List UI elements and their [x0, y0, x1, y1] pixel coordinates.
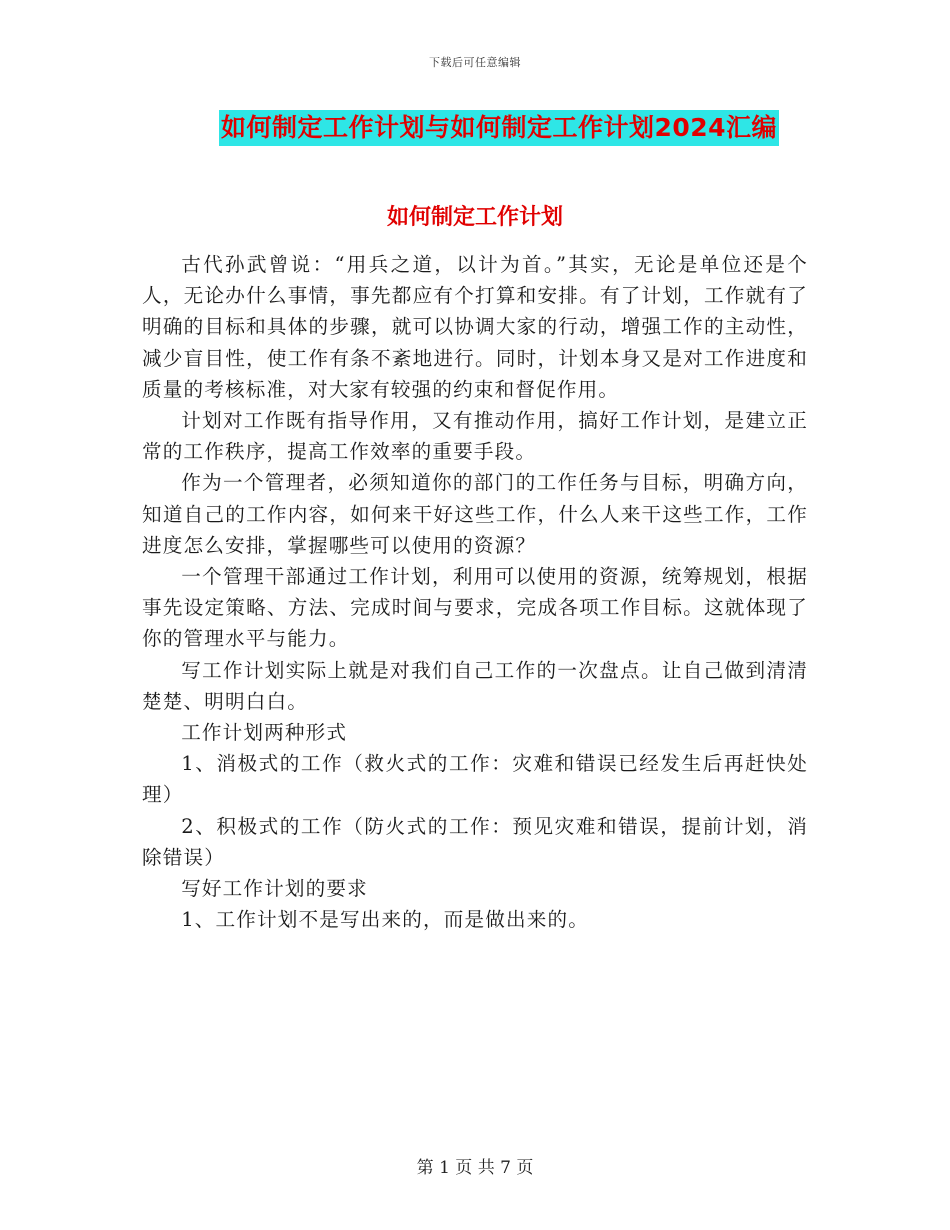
- paragraph: 写工作计划实际上就是对我们自己工作的一次盘点。让自己做到清清楚楚、明明白白。: [142, 658, 808, 713]
- list-item: 1、工作计划不是写出来的，而是做出来的。: [181, 908, 589, 932]
- page-footer: 第 1 页 共 7 页: [416, 1158, 534, 1178]
- section-title: 如何制定工作计划: [386, 205, 563, 230]
- paragraph-heading: 工作计划两种形式: [181, 721, 348, 745]
- paragraph: 计划对工作既有指导作用，又有推动作用，搞好工作计划，是建立正常的工作秩序，提高工作效率的重要手段。: [142, 409, 808, 464]
- list-item: 2、积极式的工作（防火式的工作：预见灾难和错误，提前计划，消除错误）: [142, 814, 808, 869]
- document-title: 如何制定工作计划与如何制定工作计划2024汇编: [219, 110, 779, 146]
- list-item: 1、消极式的工作（救火式的工作：灾难和错误已经发生后再赶快处理）: [142, 752, 808, 807]
- paragraph: 作为一个管理者，必须知道你的部门的工作任务与目标，明确方向，知道自己的工作内容，如何来干好这些工作，什么人来干这些工作，工作进度怎么安排，掌握哪些可以使用的资源？: [142, 471, 808, 557]
- paragraph-heading: 写好工作计划的要求: [181, 877, 368, 901]
- header-note: 下载后可任意编辑: [429, 56, 521, 69]
- paragraph: 一个管理干部通过工作计划，利用可以使用的资源，统筹规划，根据事先设定策略、方法、完成时间与要求，完成各项工作目标。这就体现了你的管理水平与能力。: [142, 565, 808, 651]
- document-body: [142, 249, 808, 935]
- paragraph: 古代孙武曾说：“用兵之道，以计为首。”其实，无论是单位还是个人，无论办什么事情，事先都应有个打算和安排。有了计划，工作就有了明确的目标和具体的步骤，就可以协调大家的行动，增强工作的主动性，减少盲目性，使工作有条不紊地进行。同时，计划本身又是对工作进度和质量的考核标准，对大家有较强的约束和督促作用。: [142, 253, 808, 401]
- document-title-container: [0, 110, 950, 146]
